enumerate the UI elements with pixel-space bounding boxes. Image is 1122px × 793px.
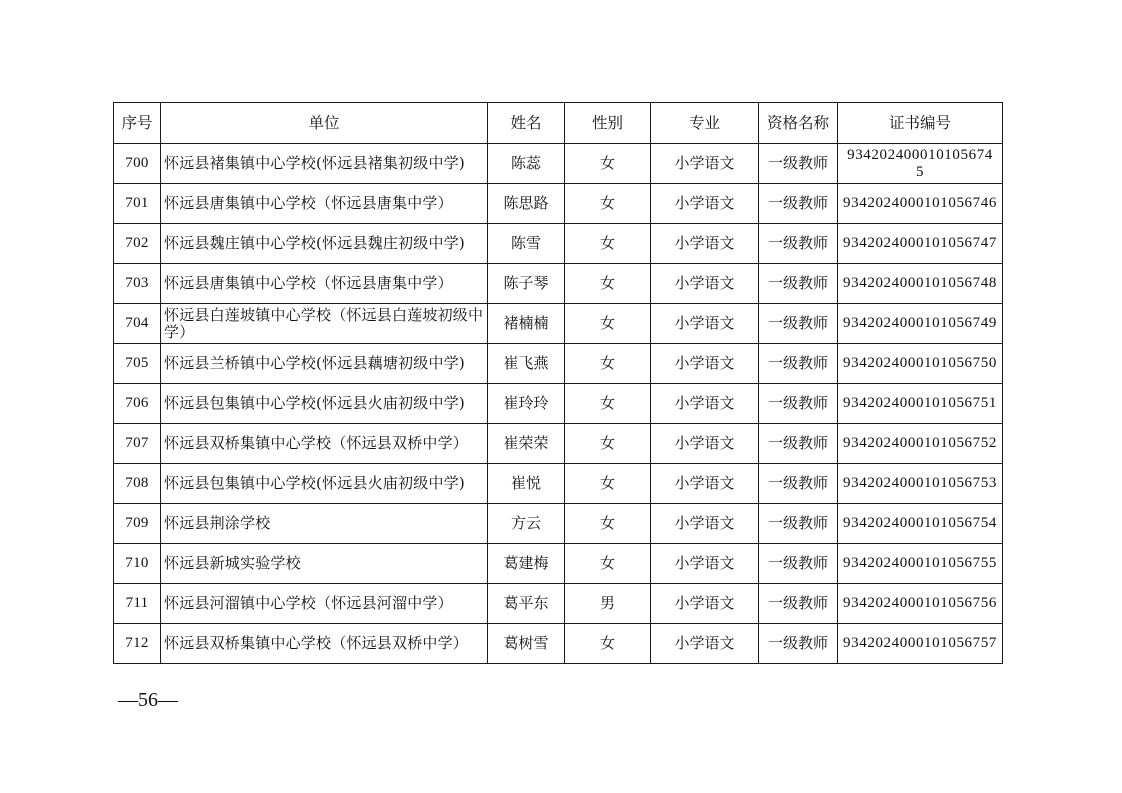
cell-major: 小学语文 bbox=[651, 544, 759, 584]
cell-gender: 女 bbox=[565, 264, 651, 304]
cell-qualification: 一级教师 bbox=[759, 624, 838, 664]
cell-qualification: 一级教师 bbox=[759, 264, 838, 304]
cell-major: 小学语文 bbox=[651, 144, 759, 184]
cell-unit: 怀远县魏庄镇中心学校(怀远县魏庄初级中学) bbox=[161, 224, 488, 264]
cell-unit: 怀远县双桥集镇中心学校（怀远县双桥中学） bbox=[161, 424, 488, 464]
cell-seq: 701 bbox=[114, 184, 161, 224]
cell-gender: 女 bbox=[565, 304, 651, 344]
cell-unit: 怀远县荆涂学校 bbox=[161, 504, 488, 544]
table-row bbox=[114, 464, 1003, 504]
cell-name: 葛树雪 bbox=[488, 624, 565, 664]
cell-cert-no: 9342024000101056757 bbox=[838, 624, 1003, 664]
cell-seq: 708 bbox=[114, 464, 161, 504]
header-gender: 性别 bbox=[565, 103, 651, 144]
cell-qualification: 一级教师 bbox=[759, 544, 838, 584]
table-body bbox=[114, 144, 1003, 664]
cell-seq: 706 bbox=[114, 384, 161, 424]
table-row bbox=[114, 584, 1003, 624]
table-row bbox=[114, 144, 1003, 184]
cell-seq: 707 bbox=[114, 424, 161, 464]
cell-name: 崔飞燕 bbox=[488, 344, 565, 384]
cell-cert-no: 9342024000101056752 bbox=[838, 424, 1003, 464]
cell-unit: 怀远县包集镇中心学校(怀远县火庙初级中学) bbox=[161, 464, 488, 504]
cell-gender: 女 bbox=[565, 344, 651, 384]
cell-unit: 怀远县褚集镇中心学校(怀远县褚集初级中学) bbox=[161, 144, 488, 184]
cell-cert-no: 9342024000101056754 bbox=[838, 504, 1003, 544]
cell-gender: 女 bbox=[565, 144, 651, 184]
cell-major: 小学语文 bbox=[651, 584, 759, 624]
cell-unit: 怀远县兰桥镇中心学校(怀远县藕塘初级中学) bbox=[161, 344, 488, 384]
cell-gender: 男 bbox=[565, 584, 651, 624]
cell-seq: 702 bbox=[114, 224, 161, 264]
cell-cert-no: 934202400010105674 5 bbox=[838, 144, 1003, 184]
cell-cert-no: 9342024000101056749 bbox=[838, 304, 1003, 344]
cell-unit: 怀远县白莲坡镇中心学校（怀远县白莲坡初级中学） bbox=[161, 304, 488, 344]
cell-seq: 700 bbox=[114, 144, 161, 184]
cell-cert-no: 9342024000101056755 bbox=[838, 544, 1003, 584]
table-row bbox=[114, 544, 1003, 584]
cell-name: 崔悦 bbox=[488, 464, 565, 504]
header-cert-no: 证书编号 bbox=[838, 103, 1003, 144]
cell-name: 葛建梅 bbox=[488, 544, 565, 584]
cell-name: 陈思路 bbox=[488, 184, 565, 224]
table-row bbox=[114, 184, 1003, 224]
cell-gender: 女 bbox=[565, 184, 651, 224]
cell-gender: 女 bbox=[565, 624, 651, 664]
cell-cert-no: 9342024000101056751 bbox=[838, 384, 1003, 424]
cell-unit: 怀远县包集镇中心学校(怀远县火庙初级中学) bbox=[161, 384, 488, 424]
cell-qualification: 一级教师 bbox=[759, 584, 838, 624]
cell-qualification: 一级教师 bbox=[759, 144, 838, 184]
cell-seq: 709 bbox=[114, 504, 161, 544]
cell-qualification: 一级教师 bbox=[759, 424, 838, 464]
cell-gender: 女 bbox=[565, 504, 651, 544]
cell-qualification: 一级教师 bbox=[759, 344, 838, 384]
cell-cert-no: 9342024000101056746 bbox=[838, 184, 1003, 224]
table-row bbox=[114, 224, 1003, 264]
cell-seq: 705 bbox=[114, 344, 161, 384]
cell-seq: 711 bbox=[114, 584, 161, 624]
cell-major: 小学语文 bbox=[651, 344, 759, 384]
cell-name: 陈子琴 bbox=[488, 264, 565, 304]
cell-major: 小学语文 bbox=[651, 184, 759, 224]
cell-cert-no: 9342024000101056747 bbox=[838, 224, 1003, 264]
cell-major: 小学语文 bbox=[651, 224, 759, 264]
cell-qualification: 一级教师 bbox=[759, 464, 838, 504]
cell-qualification: 一级教师 bbox=[759, 304, 838, 344]
cell-name: 方云 bbox=[488, 504, 565, 544]
header-seq: 序号 bbox=[114, 103, 161, 144]
cell-unit: 怀远县唐集镇中心学校（怀远县唐集中学） bbox=[161, 184, 488, 224]
table-row bbox=[114, 504, 1003, 544]
cell-major: 小学语文 bbox=[651, 264, 759, 304]
cell-seq: 703 bbox=[114, 264, 161, 304]
table-row bbox=[114, 624, 1003, 664]
cell-major: 小学语文 bbox=[651, 624, 759, 664]
cell-cert-no: 9342024000101056748 bbox=[838, 264, 1003, 304]
page-number: —56— bbox=[118, 689, 178, 711]
teacher-qualification-table bbox=[113, 102, 1003, 664]
cell-unit: 怀远县河溜镇中心学校（怀远县河溜中学） bbox=[161, 584, 488, 624]
table-row bbox=[114, 424, 1003, 464]
cell-gender: 女 bbox=[565, 544, 651, 584]
cell-qualification: 一级教师 bbox=[759, 184, 838, 224]
table-row bbox=[114, 384, 1003, 424]
table-header-row bbox=[114, 103, 1003, 144]
table-row bbox=[114, 344, 1003, 384]
cell-major: 小学语文 bbox=[651, 424, 759, 464]
cell-qualification: 一级教师 bbox=[759, 504, 838, 544]
cell-seq: 704 bbox=[114, 304, 161, 344]
cell-cert-no: 9342024000101056753 bbox=[838, 464, 1003, 504]
cell-qualification: 一级教师 bbox=[759, 384, 838, 424]
table-row bbox=[114, 304, 1003, 344]
cell-name: 崔荣荣 bbox=[488, 424, 565, 464]
header-major: 专业 bbox=[651, 103, 759, 144]
header-qualification: 资格名称 bbox=[759, 103, 838, 144]
cell-unit: 怀远县唐集镇中心学校（怀远县唐集中学） bbox=[161, 264, 488, 304]
cell-name: 陈雪 bbox=[488, 224, 565, 264]
cell-seq: 710 bbox=[114, 544, 161, 584]
cell-cert-no: 9342024000101056750 bbox=[838, 344, 1003, 384]
cell-gender: 女 bbox=[565, 224, 651, 264]
cell-name: 褚楠楠 bbox=[488, 304, 565, 344]
cell-gender: 女 bbox=[565, 424, 651, 464]
cell-major: 小学语文 bbox=[651, 304, 759, 344]
cell-gender: 女 bbox=[565, 384, 651, 424]
cell-name: 陈蕊 bbox=[488, 144, 565, 184]
cell-cert-no: 9342024000101056756 bbox=[838, 584, 1003, 624]
cell-seq: 712 bbox=[114, 624, 161, 664]
cell-unit: 怀远县双桥集镇中心学校（怀远县双桥中学） bbox=[161, 624, 488, 664]
table-row bbox=[114, 264, 1003, 304]
cell-gender: 女 bbox=[565, 464, 651, 504]
cell-unit: 怀远县新城实验学校 bbox=[161, 544, 488, 584]
cell-qualification: 一级教师 bbox=[759, 224, 838, 264]
cell-major: 小学语文 bbox=[651, 504, 759, 544]
cell-name: 葛平东 bbox=[488, 584, 565, 624]
cell-major: 小学语文 bbox=[651, 464, 759, 504]
header-unit: 单位 bbox=[161, 103, 488, 144]
header-name: 姓名 bbox=[488, 103, 565, 144]
cell-name: 崔玲玲 bbox=[488, 384, 565, 424]
cell-major: 小学语文 bbox=[651, 384, 759, 424]
